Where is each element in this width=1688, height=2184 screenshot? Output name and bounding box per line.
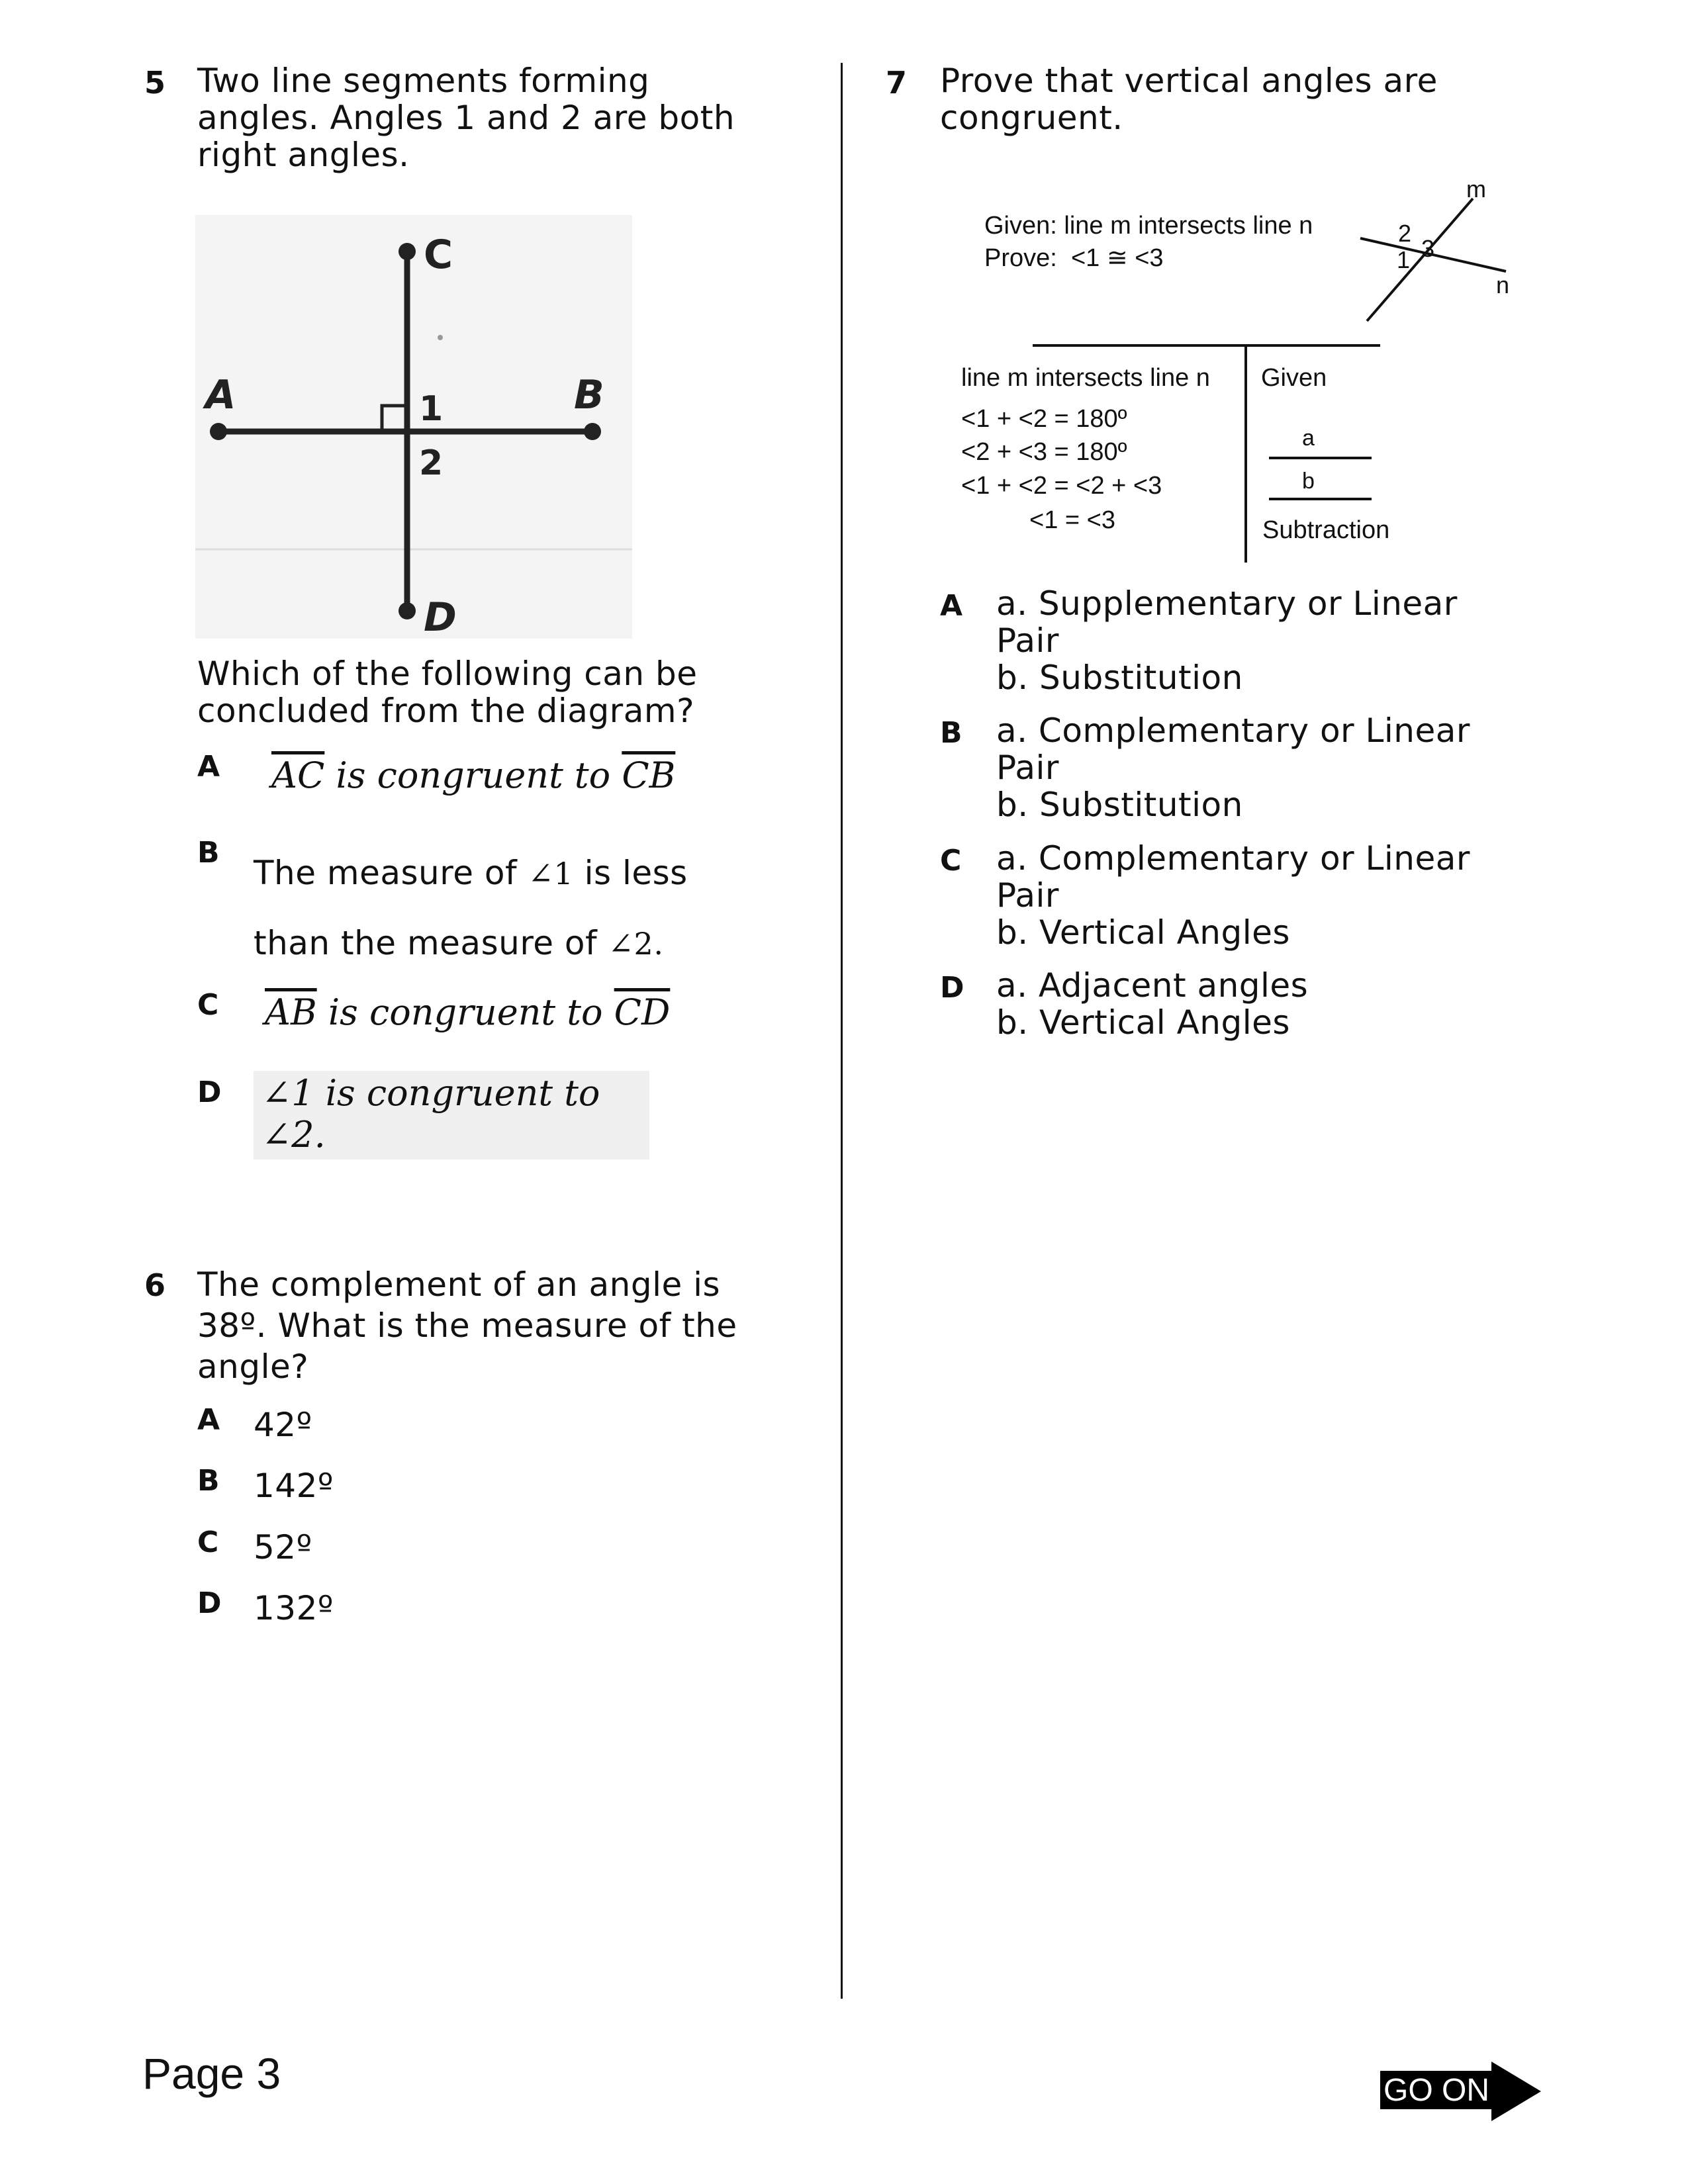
label-angle3: 3	[1421, 235, 1435, 262]
segment-cb: $\overline{CB}$	[622, 754, 676, 796]
q5-option-b-line1[interactable]	[254, 854, 688, 892]
q5-option-c-letter[interactable]: C	[197, 988, 219, 1022]
q7-given: Given: line m intersects line n	[984, 212, 1313, 240]
label-b: B	[574, 372, 604, 418]
label-angle1: 1	[1397, 246, 1411, 273]
q5-option-a-letter[interactable]: A	[197, 750, 220, 784]
angle-1-symbol: ∠1	[528, 856, 574, 891]
stray-dot	[438, 335, 443, 340]
segment-cd-label: $\overline{CD}$	[614, 991, 671, 1033]
q5-option-d-text[interactable]: ∠1 is congruent to ∠2.	[254, 1071, 649, 1160]
q6-option-a-letter[interactable]: A	[197, 1403, 220, 1437]
q7-text: Prove that vertical angles are congruent.	[940, 62, 1438, 137]
column-divider	[841, 63, 843, 1999]
q7-option-b-text[interactable]: a. Complementary or Linear Pair b. Substitution	[996, 711, 1470, 824]
q5-option-b-text3: than the measure of	[254, 924, 608, 962]
q5-option-a-mid: is congruent to	[324, 754, 622, 796]
q7-option-d-text[interactable]: a. Adjacent angles b. Vertical Angles	[996, 966, 1309, 1042]
point-a	[210, 423, 227, 440]
q7-intersecting-lines	[1347, 172, 1519, 331]
label-angle-1: 1	[419, 389, 444, 429]
q7-option-b-letter[interactable]: B	[940, 716, 962, 750]
proof-top-rule	[1033, 344, 1380, 347]
segment-ac: $\overline{AC}$	[271, 754, 325, 796]
label-angle-2: 2	[419, 443, 444, 483]
arrow-right-icon	[1491, 2062, 1544, 2121]
q6-option-b-letter[interactable]: B	[197, 1464, 220, 1498]
q7-prove: Prove: <1 ≅ <3	[984, 244, 1164, 272]
label-a: A	[205, 372, 236, 418]
q6-option-d-letter[interactable]: D	[197, 1586, 222, 1620]
q5-option-b-text2: is less	[573, 854, 688, 892]
q5-diagram	[195, 215, 639, 645]
proof-statement-4: <1 + <2 = <2 + <3	[961, 472, 1162, 500]
q5-option-b-letter[interactable]: B	[197, 836, 220, 870]
q5-prompt: Which of the following can be concluded from the diagram?	[197, 655, 698, 730]
q7-option-a-text[interactable]: a. Supplementary or Linear Pair b. Substitution	[996, 584, 1458, 697]
point-c	[399, 243, 416, 260]
q5-text: Two line segments forming angles. Angles 1 and 2 are both right angles.	[197, 62, 735, 174]
proof-reason-1: Given	[1261, 364, 1327, 392]
proof-reason-b: b	[1302, 469, 1315, 494]
proof-reason-4: Subtraction	[1262, 516, 1390, 544]
q5-option-c-mid: is congruent to	[316, 991, 614, 1033]
q6-option-d-text[interactable]: 132º	[254, 1589, 334, 1627]
proof-statement-5: <1 = <3	[1029, 506, 1115, 534]
q5-option-c-text[interactable]	[265, 991, 670, 1033]
q6-option-c-text[interactable]: 52º	[254, 1528, 312, 1567]
segment-ab-label: $\overline{AB}$	[265, 991, 317, 1033]
q6-option-b-text[interactable]: 142º	[254, 1467, 334, 1505]
proof-center-rule	[1244, 344, 1247, 563]
proof-reason-a: a	[1302, 426, 1315, 451]
point-b	[584, 423, 601, 440]
point-d	[399, 602, 416, 619]
label-n: n	[1496, 271, 1510, 298]
q7-option-c-letter[interactable]: C	[940, 844, 962, 878]
label-c: C	[424, 232, 453, 278]
proof-blank-a	[1269, 457, 1372, 459]
proof-statement-2: <1 + <2 = 180º	[961, 405, 1127, 433]
q5-option-d-letter[interactable]: D	[197, 1075, 222, 1109]
q7-option-d-letter[interactable]: D	[940, 971, 964, 1005]
q6-text: The complement of an angle is 38º. What is the measure of the angle?	[197, 1265, 737, 1386]
q6-number: 6	[144, 1267, 166, 1303]
q5-option-a-text[interactable]	[271, 754, 675, 796]
label-angle2: 2	[1398, 220, 1412, 247]
q5-option-b-text1: The measure of	[254, 854, 528, 892]
q5-option-b-line2[interactable]	[254, 924, 663, 962]
q7-option-c-text[interactable]: a. Complementary or Linear Pair b. Vertical Angles	[996, 839, 1470, 952]
proof-blank-b	[1269, 498, 1372, 500]
go-on-label: GO ON	[1383, 2073, 1490, 2108]
proof-statement-3: <2 + <3 = 180º	[961, 438, 1127, 466]
q5-diagram-background	[195, 215, 632, 639]
q7-option-a-letter[interactable]: A	[940, 589, 963, 623]
q5-number: 5	[144, 65, 166, 101]
proof-statement-1: line m intersects line n	[961, 364, 1210, 392]
label-m: m	[1466, 175, 1486, 203]
page-number: Page 3	[142, 2049, 281, 2098]
angle-2-symbol: ∠2.	[608, 926, 664, 962]
label-d: D	[424, 594, 457, 641]
q6-option-c-letter[interactable]: C	[197, 1525, 219, 1559]
q7-number: 7	[886, 65, 908, 101]
q6-option-a-text[interactable]: 42º	[254, 1406, 312, 1444]
